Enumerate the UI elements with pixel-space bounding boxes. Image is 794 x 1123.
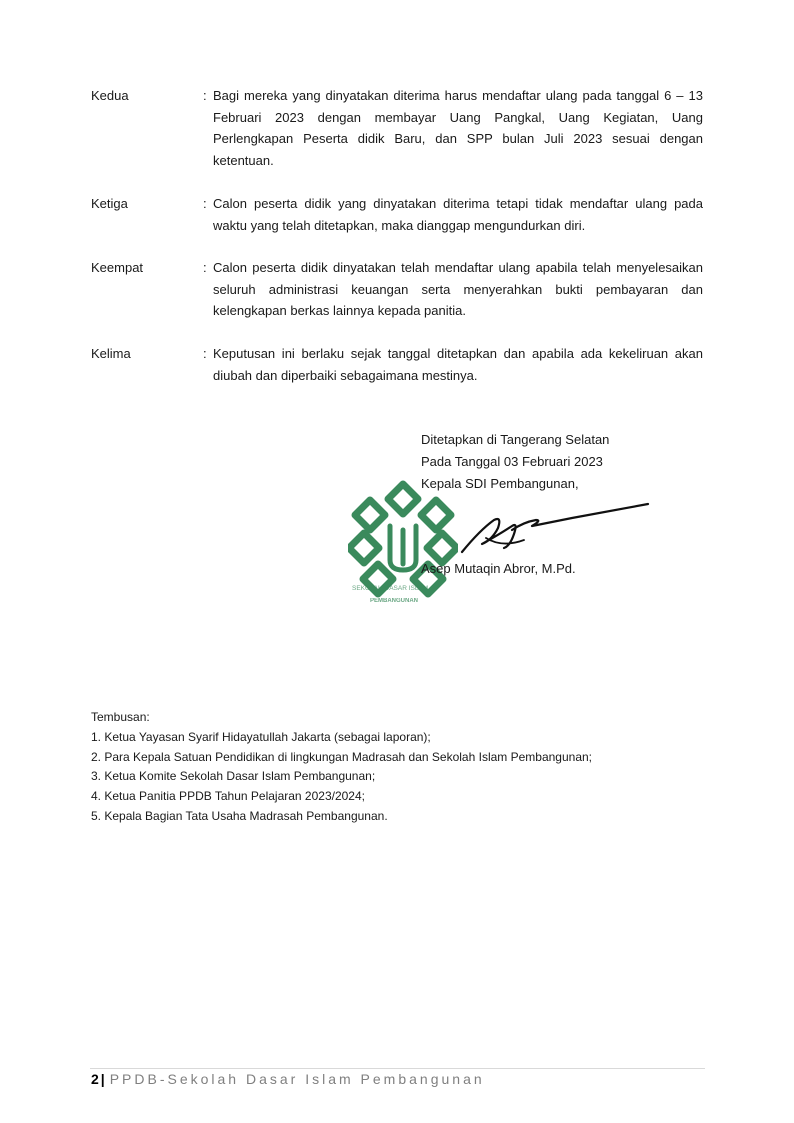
footer-title: PPDB-Sekolah Dasar Islam Pembangunan [109, 1071, 485, 1087]
clause-colon: : [203, 88, 207, 103]
clause-text: Bagi mereka yang dinyatakan diterima harus mendaftar ulang pada tanggal 6 – 13 Februari 2023 dengan membayar Uang Pangkal, Uang Kegiatan, Uang Perlengkapan Peserta didik Baru, dan SPP bulan Juli 2023 sesuai dengan ketentuan. [213, 88, 703, 168]
cc-item: 3. Ketua Komite Sekolah Dasar Islam Pembangunan; [91, 769, 376, 784]
clause-colon: : [203, 196, 207, 211]
clause-term: Kelima [91, 346, 131, 361]
clause-ketiga [91, 193, 703, 236]
clause-text: Keputusan ini berlaku sejak tanggal ditetapkan dan apabila ada kekeliruan akan diubah dan diperbaiki sebagaimana mestinya. [213, 346, 703, 383]
seal-text-line2: PEMBANGUNAN [370, 598, 418, 604]
signatory-name: Asep Mutaqin Abror, M.Pd. [421, 561, 576, 576]
school-seal-logo [348, 478, 458, 613]
handwritten-signature [452, 500, 652, 560]
footer-divider [90, 1068, 705, 1069]
page-footer [91, 1071, 485, 1087]
clause-term: Keempat [91, 260, 144, 275]
clause-text: Calon peserta didik yang dinyatakan diterima tetapi tidak mendaftar ulang pada waktu yang telah ditetapkan, maka dianggap mengundurkan diri. [213, 196, 703, 233]
clause-kelima [91, 343, 703, 386]
clause-kedua [91, 85, 703, 171]
cc-item: 5. Kepala Bagian Tata Usaha Madrasah Pembangunan. [91, 808, 388, 823]
clause-colon: : [203, 346, 207, 361]
clause-keempat [91, 257, 703, 322]
cc-list [91, 708, 592, 827]
clause-colon: : [203, 260, 207, 275]
seal-text-line1: SEKOLAH DASAR ISLAM [352, 585, 429, 592]
signature-position: Kepala SDI Pembangunan, [421, 476, 579, 491]
clause-text: Calon peserta didik dinyatakan telah mendaftar ulang apabila telah menyelesaikan seluruh administrasi keuangan serta menyerahkan bukti pembayaran dan kelengkapan berkas lainnya kepada panitia. [213, 260, 703, 318]
clause-term: Ketiga [91, 196, 128, 211]
clause-term: Kedua [91, 88, 129, 103]
footer-separator: | [100, 1071, 105, 1087]
cc-heading: Tembusan: [91, 710, 150, 724]
signature-place: Ditetapkan di Tangerang Selatan [421, 432, 610, 447]
cc-item: 1. Ketua Yayasan Syarif Hidayatullah Jakarta (sebagai laporan); [91, 729, 431, 744]
cc-item: 2. Para Kepala Satuan Pendidikan di lingkungan Madrasah dan Sekolah Islam Pembangunan; [91, 749, 593, 764]
page-number: 2 [91, 1071, 99, 1087]
signature-date: Pada Tanggal 03 Februari 2023 [421, 454, 603, 469]
cc-item: 4. Ketua Panitia PPDB Tahun Pelajaran 2023/2024; [91, 789, 365, 804]
